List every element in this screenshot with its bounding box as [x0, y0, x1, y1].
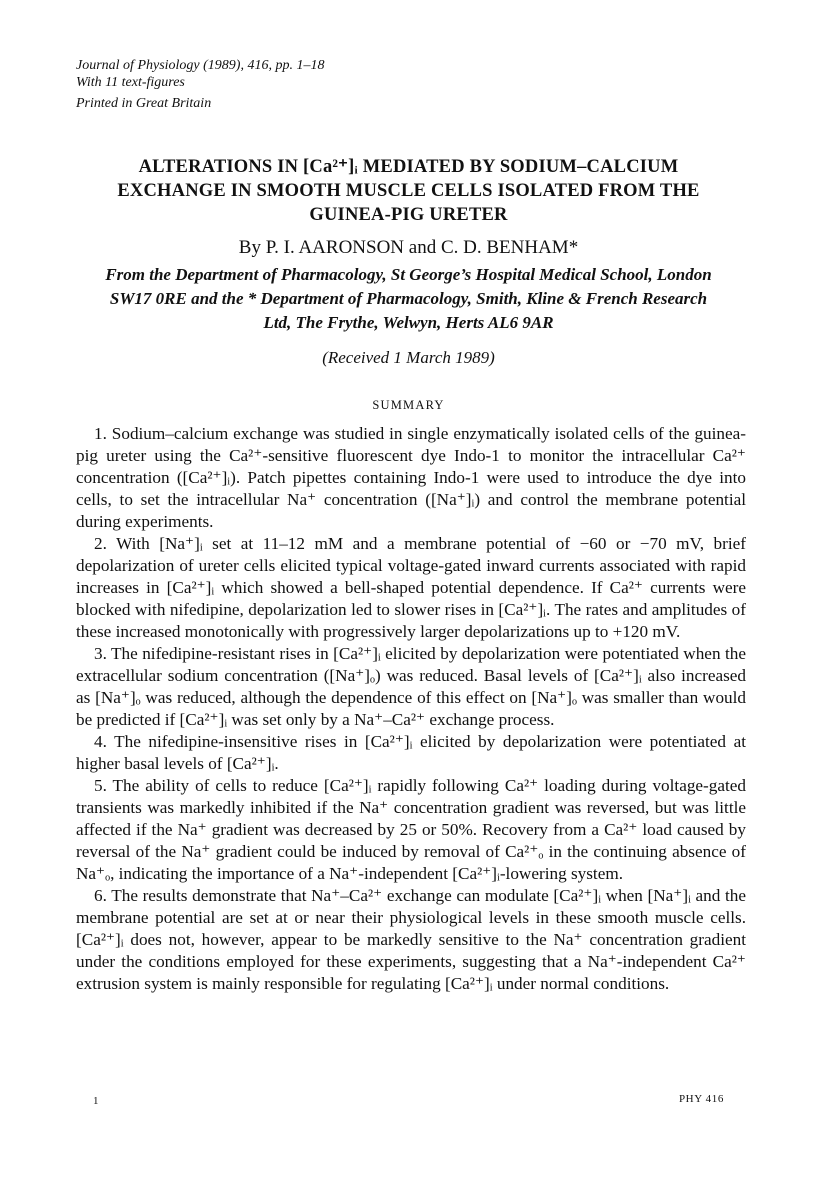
summary-paragraph-3: 3. The nifedipine-resistant rises in [Ca²⁺]ᵢ elicited by depolarization were potentiated when the extracellular sodium concentration ([Na⁺]ₒ) was reduced. Basal levels of [Ca²⁺]ᵢ also increased as [Na⁺]ₒ was reduced, although the dependence of this effect on [Na⁺]ₒ was smaller than would be predicted if [Ca²⁺]ᵢ was set only by a Na⁺–Ca²⁺ exchange process. [76, 644, 746, 729]
summary-body [76, 423, 746, 995]
affiliation-line-3: Ltd, The Frythe, Welwyn, Herts AL6 9AR [263, 313, 554, 332]
journal-code: PHY 416 [678, 1093, 724, 1105]
title-line-3: GUINEA-PIG URETER [309, 205, 508, 225]
authors: By P. I. AARONSON and C. D. BENHAM* [238, 237, 579, 258]
summary-paragraph-6: 6. The results demonstrate that Na⁺–Ca²⁺ exchange can modulate [Ca²⁺]ᵢ when [Na⁺]ᵢ and the membrane potential are set at or near their physiological levels in these smooth muscle cells. [Ca²⁺]ᵢ does not, however, appear to be markedly sensitive to the Na⁺ concentration gradient under the conditions employed for these experiments, suggesting that a Na⁺-independent Ca²⁺ extrusion system is mainly responsible for regulating [Ca²⁺]ᵢ under normal conditions. [76, 886, 746, 993]
received-date: (Received 1 March 1989) [322, 348, 495, 367]
summary-paragraph-1: 1. Sodium–calcium exchange was studied in single enzymatically isolated cells of the guinea-pig ureter using the Ca²⁺-sensitive fluorescent dye Indo-1 to monitor the intracellular Ca²⁺ concentration ([Ca²⁺]ᵢ). Patch pipettes containing Indo-1 were used to introduce the dye into cells, to set the intracellular Na⁺ concentration ([Na⁺]ᵢ) and control the membrane potential during experiments. [76, 424, 746, 531]
title-line-2: EXCHANGE IN SMOOTH MUSCLE CELLS ISOLATED FROM THE [117, 181, 700, 201]
figures-note: With 11 text-figures [76, 75, 185, 90]
affiliation-line-1: From the Department of Pharmacology, St George’s Hospital Medical School, London [105, 265, 712, 284]
affiliation-line-2: SW17 0RE and the * Department of Pharmacology, Smith, Kline & French Research [109, 289, 708, 308]
paper-title [76, 155, 741, 227]
affiliation [76, 263, 741, 335]
summary-paragraph-5: 5. The ability of cells to reduce [Ca²⁺]ᵢ rapidly following Ca²⁺ loading during voltage-gated transients was markedly inhibited if the Na⁺ concentration gradient was reversed, but was little affected if the Na⁺ gradient was decreased by 25 or 50%. Recovery from a Ca²⁺ load caused by reversal of the Na⁺ gradient could be induced by removal of Ca²⁺ₒ in the continuing absence of Na⁺ₒ, indicating the importance of a Na⁺-independent [Ca²⁺]ᵢ-lowering system. [76, 776, 746, 883]
journal-header [76, 57, 324, 112]
journal-citation: Journal of Physiology (1989), 416, pp. 1–18 [76, 58, 325, 73]
summary-paragraph-2: 2. With [Na⁺]ᵢ set at 11–12 mM and a membrane potential of −60 or −70 mV, brief depolarization of ureter cells elicited typical voltage-gated inward currents associated with rapid increases in [Ca²⁺]ᵢ which showed a bell-shaped potential dependence. If Ca²⁺ currents were blocked with nifedipine, depolarization led to slower rises in [Ca²⁺]ᵢ. The rates and amplitudes of these increased monotonically with progressively larger depolarizations up to +120 mV. [76, 534, 746, 641]
summary-paragraph-4: 4. The nifedipine-insensitive rises in [Ca²⁺]ᵢ elicited by depolarization were potentiated at higher basal levels of [Ca²⁺]ᵢ. [76, 732, 746, 773]
page-mark: 1 [93, 1095, 99, 1107]
title-line-1: ALTERATIONS IN [Ca²⁺]ᵢ MEDIATED BY SODIUM–CALCIUM [138, 157, 679, 177]
printed-note: Printed in Great Britain [76, 96, 212, 111]
summary-heading: SUMMARY [372, 398, 445, 412]
